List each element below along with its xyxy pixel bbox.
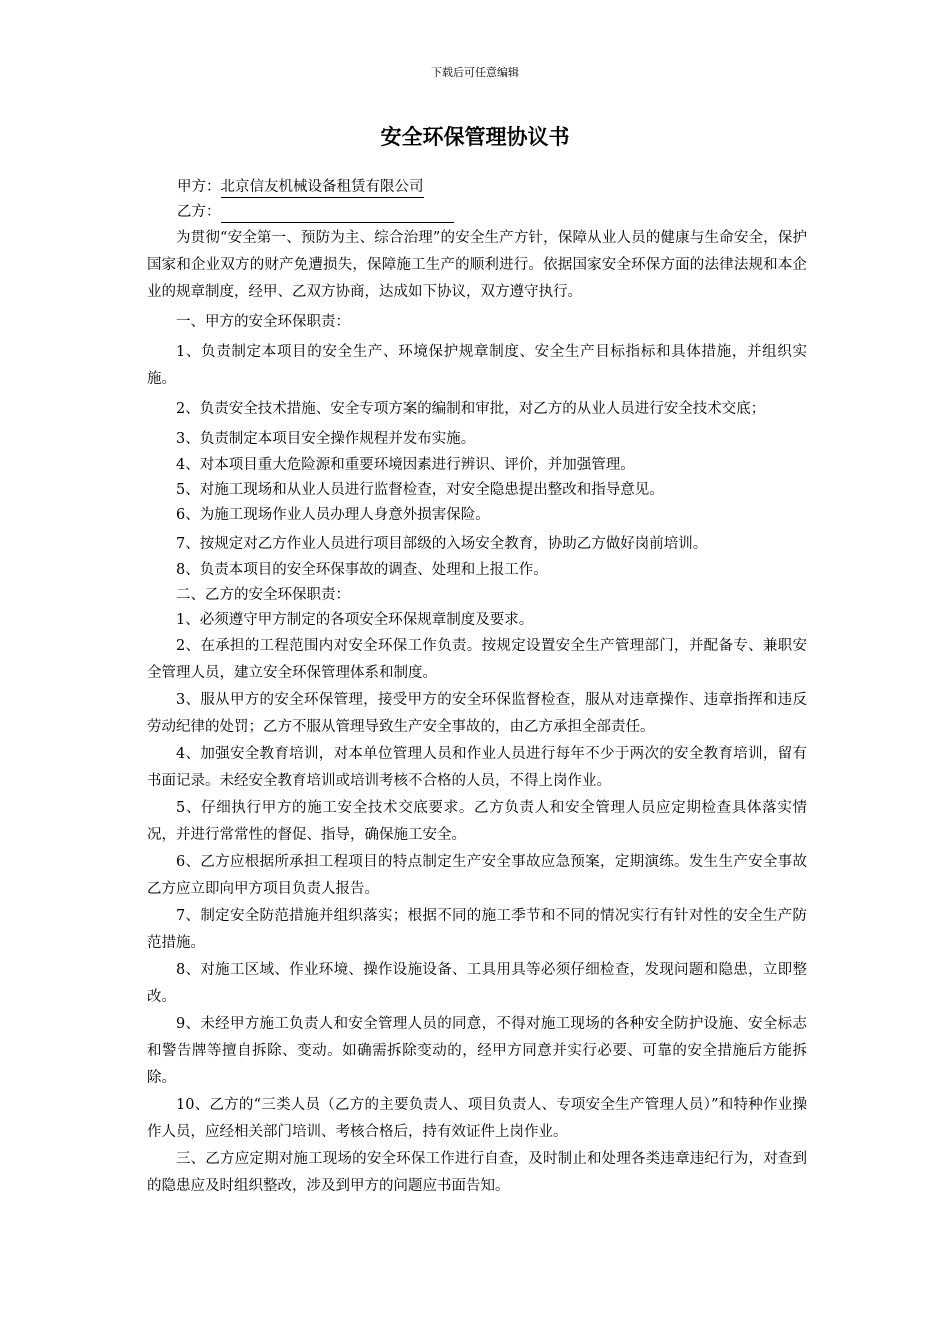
section-2-item: 1、必须遵守甲方制定的各项安全环保规章制度及要求。 [176, 612, 534, 628]
section-2-item: 9、未经甲方施工负责人和安全管理人员的同意，不得对施工现场的各种安全防护设施、安全标志和警告牌等擅自拆除、变动。如确需拆除变动的，经甲方同意并实行必要、可靠的安全措施后方能拆除。 [147, 1016, 807, 1086]
section-2-item: 7、制定安全防范措施并组织落实；根据不同的施工季节和不同的情况实行有针对性的安全生产防范措施。 [147, 908, 807, 951]
section-2-item: 2、在承担的工程范围内对安全环保工作负责。按规定设置安全生产管理部门，并配备专、兼职安全管理人员，建立安全环保管理体系和制度。 [147, 638, 807, 681]
section-2-item: 5、仔细执行甲方的施工安全技术交底要求。乙方负责人和安全管理人员应定期检查具体落实情况，并进行常常性的督促、指导，确保施工安全。 [147, 800, 807, 843]
section-1-item: 3、负责制定本项目安全操作规程并发布实施。 [176, 431, 476, 447]
party-b-line [177, 201, 454, 223]
section-1-item: 4、对本项目重大危险源和重要环境因素进行辨识、评价，并加强管理。 [176, 457, 635, 473]
section-2-item: 3、服从甲方的安全环保管理，接受甲方的安全环保监督检查，服从对违章操作、违章指挥和违反劳动纪律的处罚；乙方不服从管理导致生产安全事故的，由乙方承担全部责任。 [147, 692, 807, 735]
section-2-item: 8、对施工区域、作业环境、操作设施设备、工具用具等必须仔细检查，发现问题和隐患，立即整改。 [147, 962, 807, 1005]
party-a-label: 甲方： [177, 179, 221, 195]
party-a-value: 北京信友机械设备租赁有限公司 [221, 178, 424, 198]
section-2-item: 10、乙方的“三类人员（乙方的主要负责人、项目负责人、专项安全生产管理人员）”和特种作业操作人员，应经相关部门培训、考核合格后，持有效证件上岗作业。 [147, 1097, 807, 1140]
section-3-paragraph: 三、乙方应定期对施工现场的安全环保工作进行自查，及时制止和处理各类违章违纪行为，对查到的隐患应及时组织整改，涉及到甲方的问题应书面告知。 [147, 1151, 807, 1194]
section-1-item: 6、为施工现场作业人员办理人身意外损害保险。 [176, 507, 490, 523]
section-1-item: 2、负责安全技术措施、安全专项方案的编制和审批，对乙方的从业人员进行安全技术交底； [176, 401, 766, 417]
section-1-item: 7、按规定对乙方作业人员进行项目部级的入场安全教育，协助乙方做好岗前培训。 [176, 536, 708, 552]
party-b-label: 乙方： [177, 204, 221, 220]
agreement-body [147, 225, 807, 1200]
party-b-blank [221, 205, 454, 223]
section-1-item: 8、负责本项目的安全环保事故的调查、处理和上报工作。 [176, 562, 548, 578]
intro-paragraph: 为贯彻“安全第一、预防为主、综合治理”的安全生产方针，保障从业人员的健康与生命安全，保护国家和企业双方的财产免遭损失，保障施工生产的顺利进行。依据国家安全环保方面的法律法规和本企业的规章制度，经甲、乙双方协商，达成如下协议，双方遵守执行。 [147, 230, 807, 300]
section-1-item: 1、负责制定本项目的安全生产、环境保护规章制度、安全生产目标指标和具体措施，并组织实施。 [147, 344, 807, 387]
header-note: 下载后可任意编辑 [431, 66, 519, 79]
section-2-heading: 二、乙方的安全环保职责： [176, 587, 350, 603]
section-1-item: 5、对施工现场和从业人员进行监督检查，对安全隐患提出整改和指导意见。 [176, 482, 664, 498]
section-2-item: 4、加强安全教育培训，对本单位管理人员和作业人员进行每年不少于两次的安全教育培训，留有书面记录。未经安全教育培训或培训考核不合格的人员，不得上岗作业。 [147, 746, 807, 789]
section-1-heading: 一、甲方的安全环保职责： [176, 314, 350, 330]
document-title: 安全环保管理协议书 [380, 124, 570, 149]
party-a-line [177, 176, 424, 198]
section-2-item: 6、乙方应根据所承担工程项目的特点制定生产安全事故应急预案，定期演练。发生生产安全事故乙方应立即向甲方项目负责人报告。 [147, 854, 807, 897]
